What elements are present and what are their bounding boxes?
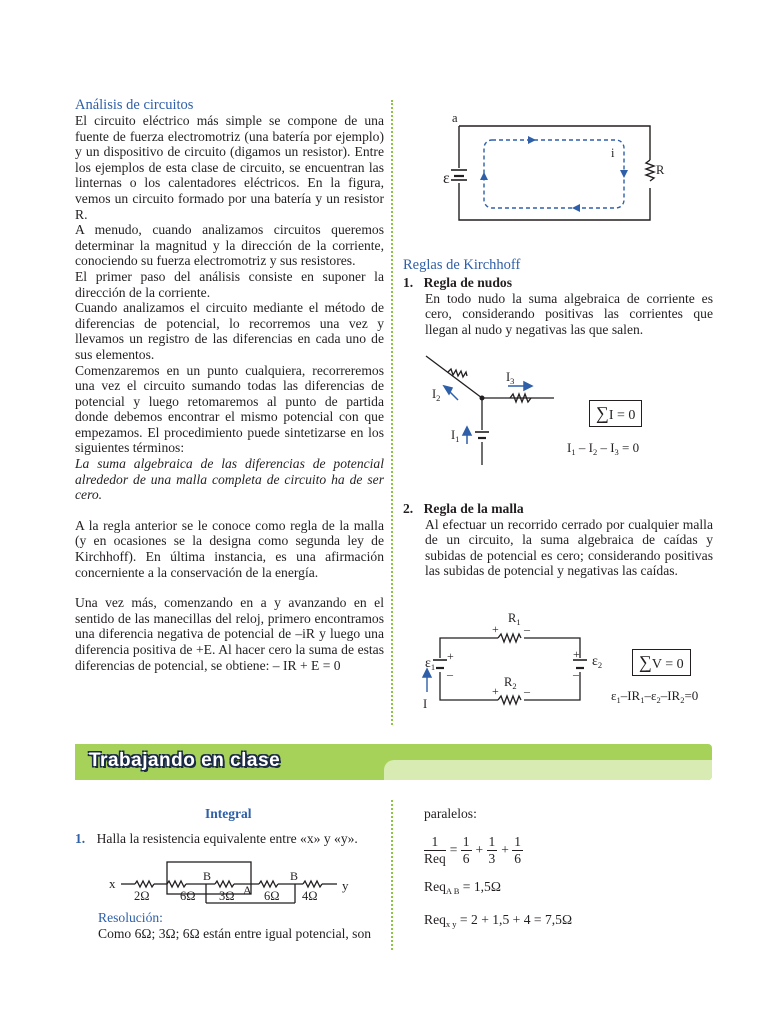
resolution-label: Resolución: (98, 910, 163, 925)
mesh-sum-box: ∑V = 0 (632, 649, 691, 676)
svg-text:–: – (524, 684, 530, 698)
column-divider (391, 100, 393, 725)
paragraph: A la regla anterior se le conoce como regla de la malla (y en ocasiones se la designa como segunda ley de Kirchhoff). En última instancia, es una afirmación concerniente a la conservación de la energía. (75, 517, 384, 580)
emf-label-2: $\varepsilon_2$ (592, 654, 603, 670)
section-heading-circuit-analysis: Análisis de circuitos (75, 97, 194, 113)
rule-title: Regla de nudos (423, 275, 512, 290)
emf-label-1: $\varepsilon_1$ (425, 656, 436, 672)
current-label-i3: $I_3$ (506, 370, 515, 386)
req-ab: Req$_{A B}$ = 1,5Ω (424, 879, 501, 896)
rule-text: Al efectuar un recorrido cerrado por cualquier malla de un circuito, la suma algebraica de caídas y subidas de potencial es cero; considerando positivas las subidas de potencial y negativas las caídas. (425, 516, 713, 579)
req-xy: Req$_{x y}$ = 2 + 1,5 + 4 = 7,5Ω (424, 912, 573, 929)
rule-number: 1. (403, 275, 414, 290)
svg-text:+: + (492, 622, 499, 636)
mesh-equation: $\varepsilon_1-IR_1-\varepsilon_2-IR_2=0$ (611, 688, 699, 705)
resolution-text: Como 6Ω; 3Ω; 6Ω están entre igual potencial, son (98, 926, 372, 941)
node-label-a: A (243, 883, 252, 897)
mesh-current-label: I (423, 697, 428, 711)
node-label-a: a (452, 111, 458, 125)
paragraph: El circuito eléctrico más simple se compone de una fuente de fuerza electromotriz (una batería por ejemplo) y un dispositivo de circuito (digamos un resistor). Entre los ejemplos de esta clase de circuito, se encuentran las linternas o los calentadores eléctricos. En la figura, vemos un circuito formado por una batería y un resistor R. (75, 113, 384, 222)
exercise-question: 1. Halla la resistencia equivalente entre «x» y «y». (75, 831, 358, 846)
rule-text: En todo nudo la suma algebraica de corriente es cero, considerando positivas las corrientes que llegan al nudo y negativas las que salen. (425, 290, 713, 337)
terminal-y: y (342, 878, 349, 893)
resistor-label-r2: $R_2$ (504, 675, 517, 691)
node-diagram (420, 350, 560, 470)
svg-text:+: + (447, 649, 454, 663)
resistor-value: 2Ω (134, 889, 150, 903)
svg-text:–: – (573, 667, 579, 681)
banner-title: Trabajando en clase (89, 750, 281, 771)
section-heading-kirchhoff: Reglas de Kirchhoff (403, 257, 521, 273)
resistor-value: 6Ω (264, 889, 280, 903)
section-banner (75, 744, 712, 780)
mesh-rule-statement: La suma algebraica de las diferencias de potencial alrededor de una malla completa de circuito ha de ser cero. (75, 456, 384, 503)
resistor-value: 6Ω (180, 889, 196, 903)
rule-2 (403, 501, 713, 579)
node-label-b: B (203, 869, 212, 883)
column-divider (391, 800, 393, 950)
resistor-value: 4Ω (302, 889, 318, 903)
rule-number: 2. (403, 501, 414, 516)
solution-continuation: paralelos: (424, 806, 477, 821)
node-label-b: B (290, 869, 299, 883)
exercise-number: 1. (75, 831, 86, 846)
paragraph: A menudo, cuando analizamos circuitos queremos determinar la magnitud y la dirección de la corriente, conociendo su fuerza electromotriz y sus resistores. (75, 222, 384, 269)
paragraph: El primer paso del análisis consiste en suponer la dirección de la corriente. (75, 268, 384, 300)
paragraph: Una vez más, comenzando en a y avanzando en el sentido de las manecillas del reloj, primero encontramos una diferencia negativa de potencial de –iR y luego una diferencia positiva de +E. Al hacer cero la suma de estas diferencias de potencial, se obtiene: – IR + E = 0 (75, 595, 384, 673)
resistor-value: 3Ω (219, 889, 235, 903)
parallel-equation: $\frac{1}{\text{Req}}$ = $\frac{1}{6}$ + $\frac{1}{3}$ + $\frac{1}{6}$ (424, 834, 521, 866)
node-equation: $I_1 - I_2 - I_3 = 0$ (567, 440, 640, 457)
banner-accent (384, 760, 712, 780)
simple-circuit-diagram (440, 110, 670, 230)
current-label-i1: $I_1$ (451, 428, 460, 444)
paragraph: Cuando analizamos el circuito mediante el método de diferencias de potencial, lo recorremos una vez y llevamos un registro de las diferencias en cada uno de sus elementos. (75, 300, 384, 362)
emf-label: ε (443, 170, 450, 187)
rule-title: Regla de la malla (423, 501, 524, 516)
current-label-i: i (611, 146, 615, 160)
svg-text:+: + (573, 647, 580, 661)
svg-text:–: – (447, 667, 453, 681)
paragraph: Comenzaremos en un punto cualquiera, recorreremos una vez el circuito sumando todas las diferencias de potencial y luego retomaremos al punto de partida donde debemos encontrar el mismo potencial con que empezamos. El procedimiento puede sintetizarse en los siguientes términos: (75, 362, 384, 456)
exercise-section-label: Integral (205, 806, 252, 821)
svg-text:–: – (524, 622, 530, 636)
resistor-label-r: R (656, 163, 665, 177)
resistor-label-r1: $R_1$ (508, 611, 521, 627)
node-sum-box: ∑I = 0 (589, 400, 642, 427)
svg-text:+: + (492, 684, 499, 698)
left-column-text (75, 113, 384, 673)
terminal-x: x (109, 876, 116, 891)
mesh-circuit-diagram (420, 618, 603, 718)
rule-1 (403, 275, 713, 337)
current-label-i2: $I_2$ (432, 387, 441, 403)
